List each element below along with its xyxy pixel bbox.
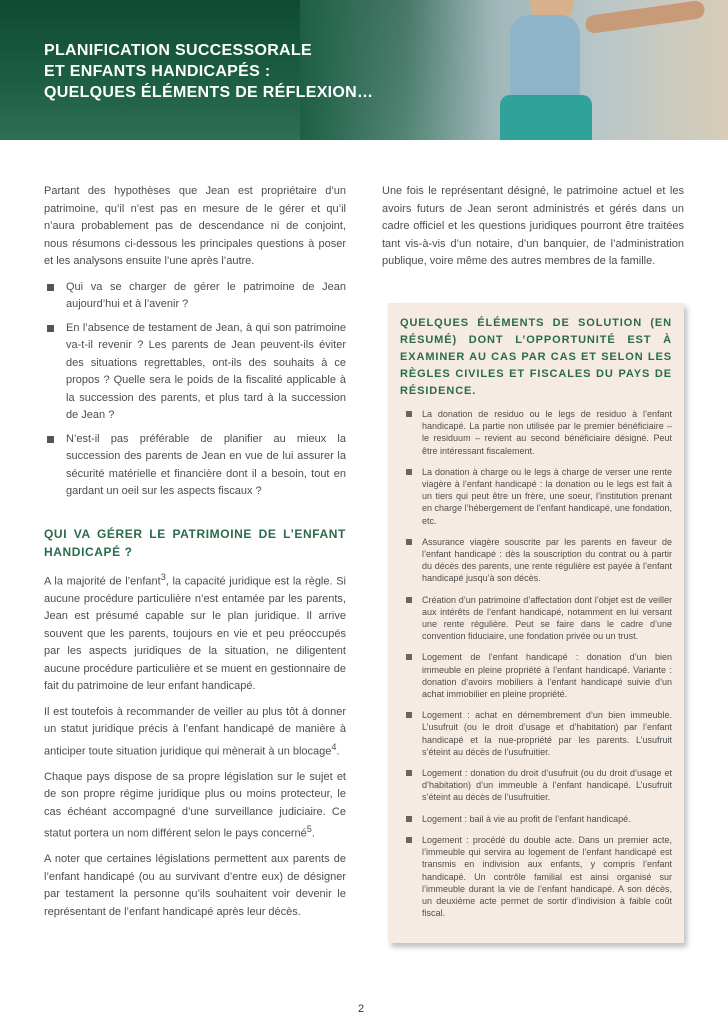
question-text: Qui va se charger de gérer le patrimoine de Jean aujourd’hui et à l’avenir ?: [66, 280, 346, 310]
right-column: [382, 183, 684, 279]
solution-item: [400, 651, 672, 700]
solutions-box: [388, 303, 684, 943]
p2-text: Il est toutefois à recommander de veiller au plus tôt à donner un statut juridique précis à l’enfant handicapé de manière à anticiper toute situation juridique qui mènerait à un blocage: [44, 705, 346, 758]
solution-item: [400, 594, 672, 643]
solution-item: [400, 767, 672, 804]
bullet-square-icon: [406, 539, 412, 545]
footnote-ref: 3: [160, 571, 166, 582]
bullet-square-icon: [406, 770, 412, 776]
solution-text: Logement : donation du droit d’usufruit (ou du droit d’usage et d’habitation) d’un immeuble à l’enfant handicapé. L’usufruit s’éteint au décès de l’usufruitier.: [422, 768, 672, 803]
bullet-square-icon: [47, 284, 54, 291]
section-heading: QUI VA GÉRER LE PATRIMOINE DE L’ENFANT HANDICAPÉ ?: [44, 526, 346, 559]
bullet-square-icon: [406, 837, 412, 843]
photo-child-body: [510, 15, 580, 105]
title-line-1: PLANIFICATION SUCCESSORALE: [44, 42, 312, 59]
question-text: N’est-il pas préférable de planifier au mieux la succession des parents de Jean en vue de lui assurer la sécurité matérielle et financière dont il a besoin, tout en gardant un oeil sur les aspects fiscaux ?: [66, 432, 346, 497]
bullet-square-icon: [406, 712, 412, 718]
solution-text: Logement : achat en démembrement d’un bien immeuble. L’usufruit (ou le droit d’usage et d’habitation) par l’enfant handicapé et la nue-propriété par les parents. L’usufruit s’éteint au décès de l’usufruitier.: [422, 710, 672, 757]
question-item: [44, 279, 346, 314]
right-intro-paragraph: Une fois le représentant désigné, le patrimoine actuel et les avoirs futurs de Jean seront administrés et gérés dans un cadre officiel et les questions juridiques pourront être traitées tant vis-à-vis d’un notaire, d’un banquier, de l’administration publique, voire même des autres membres de la famille.: [382, 185, 684, 267]
question-list: [44, 279, 346, 501]
page-title: [44, 40, 373, 103]
question-item: [44, 431, 346, 501]
body-paragraph: [44, 569, 346, 696]
p1-text: A la majorité de l’enfant: [44, 575, 161, 588]
photo-child-legs: [500, 95, 592, 140]
solution-text: Logement : bail à vie au profit de l’enfant handicapé.: [422, 813, 631, 824]
solutions-heading: QUELQUES ÉLÉMENTS DE SOLUTION (EN RÉSUMÉ) DONT L’OPPORTUNITÉ EST À EXAMINER AU CAS PAR CAS ET SELON LES RÈGLES CIVILES ET FISCALES DU PAYS DE RÉSIDENCE.: [400, 317, 672, 397]
bullet-square-icon: [406, 469, 412, 475]
title-line-3: QUELQUES ÉLÉMENTS DE RÉFLEXION…: [44, 84, 374, 101]
solution-item: [400, 813, 672, 825]
p2-end: .: [336, 745, 340, 758]
body-paragraph: A noter que certaines législations permettent aux parents de l’enfant handicapé (ou au survivant d’entre eux) de désigner par testament la personne qu’ils souhaitent voir devenir le représentant de l’enfant handicapé après leur décès.: [44, 853, 346, 918]
p1-rest: , la capacité juridique est la règle. Si aucune procédure particulière n’est entamée par les parents, Jean est présumé capable sur le plan juridique. Il arrive souvent que les parents, toujours en vie et peu préoccupés par les aspects juridiques de la situation, ne diligentent aucune procédure particulière et se muent en gestionnaire de fait du patrimoine de leur enfant handicapé.: [44, 575, 346, 693]
solutions-list: [388, 408, 684, 919]
solution-text: Logement : procédé du double acte. Dans un premier acte, l’immeuble qui servira au logement de l’enfant handicapé est transmis en indivision aux enfants, y compris l’enfant handicapé. Un contrôle familial est ainsi organisé sur l’immeuble durant la vie de l’enfant handicapé. A son décès, un deuxième acte permet de sortir d’indivision à faible coût fiscal.: [422, 834, 672, 919]
page-number: 2: [358, 1003, 365, 1015]
solution-item: [400, 834, 672, 919]
solution-text: Assurance viagère souscrite par les parents en faveur de l’enfant handicapé : dès la souscription du contrat ou à partir du décès des parents, une rente régulière est payée à l’enfant handicapé jusqu’à son décès.: [422, 536, 672, 584]
p3-end: .: [311, 827, 315, 840]
solution-item: [400, 536, 672, 585]
body-paragraph: [44, 769, 346, 844]
question-item: [44, 320, 346, 425]
bullet-square-icon: [406, 411, 412, 417]
bullet-square-icon: [406, 816, 412, 822]
footnote-ref: 5: [306, 824, 312, 835]
solution-item: [400, 466, 672, 527]
p3-text: Chaque pays dispose de sa propre législation sur le sujet et de son propre régime juridique plus ou moins protecteur, le cas échéant accompagné d’une surveillance judiciaire. Ce statut portera un nom différent selon le pays concerné: [44, 770, 346, 840]
title-line-2: ET ENFANTS HANDICAPÉS :: [44, 63, 271, 80]
intro-paragraph: Partant des hypothèses que Jean est propriétaire d’un patrimoine, qu’il n’est pas en mesure de le gérer et qu’il n’aura probablement pas de descendance ni de conjoint, nous résumons ci-dessous les principales questions à poser et les analysons ensuite l’une après l’autre.: [44, 185, 346, 267]
solution-text: La donation de residuo ou le legs de residuo à l’enfant handicapé. La partie non utilisée par le premier bénéficiaire – le residuum – revient au second bénéficiaire désigné. Peut être intéressant fiscalement.: [422, 409, 672, 456]
question-text: En l’absence de testament de Jean, à qui son patrimoine va-t-il revenir ? Les parents de Jean peuvent-ils éviter des situations regrettables, ont-ils des souhaits à ce propos ? Quelle sera le poids de la fiscalité applicable à la succession des parents, et plus tard à la succession de Jean ?: [66, 321, 346, 421]
solution-text: Création d’un patrimoine d’affectation dont l’objet est de veiller aux intérêts de l’enfant handicapé, notamment en lui versant une rente régulière. Peut se faire dans le cadre d’une convention fiduciaire, une fondation privée ou un trust.: [422, 594, 672, 642]
left-column: [44, 183, 346, 929]
solution-item: [400, 709, 672, 758]
solution-text: Logement de l’enfant handicapé : donation d’un bien immeuble en pleine propriété à l’enfant handicapé. Variante : donation d’avoirs mobiliers à l’enfant handicapé suivie d’un achat immobilier en pleine propriété.: [422, 652, 672, 700]
bullet-square-icon: [47, 436, 54, 443]
footnote-ref: 4: [331, 741, 337, 752]
header-banner: [0, 0, 728, 140]
solution-item: [400, 408, 672, 457]
bullet-square-icon: [47, 325, 54, 332]
solution-text: La donation à charge ou le legs à charge de verser une rente viagère à l’enfant handicapé : la donation ou le legs est fait à un tiers qui peut être un frère, une soeur, l’institution prenant en charge l’hébergement de l’enfant handicapé, une fondation, etc.: [422, 466, 672, 526]
bullet-square-icon: [406, 654, 412, 660]
body-paragraph: [44, 704, 346, 761]
bullet-square-icon: [406, 597, 412, 603]
